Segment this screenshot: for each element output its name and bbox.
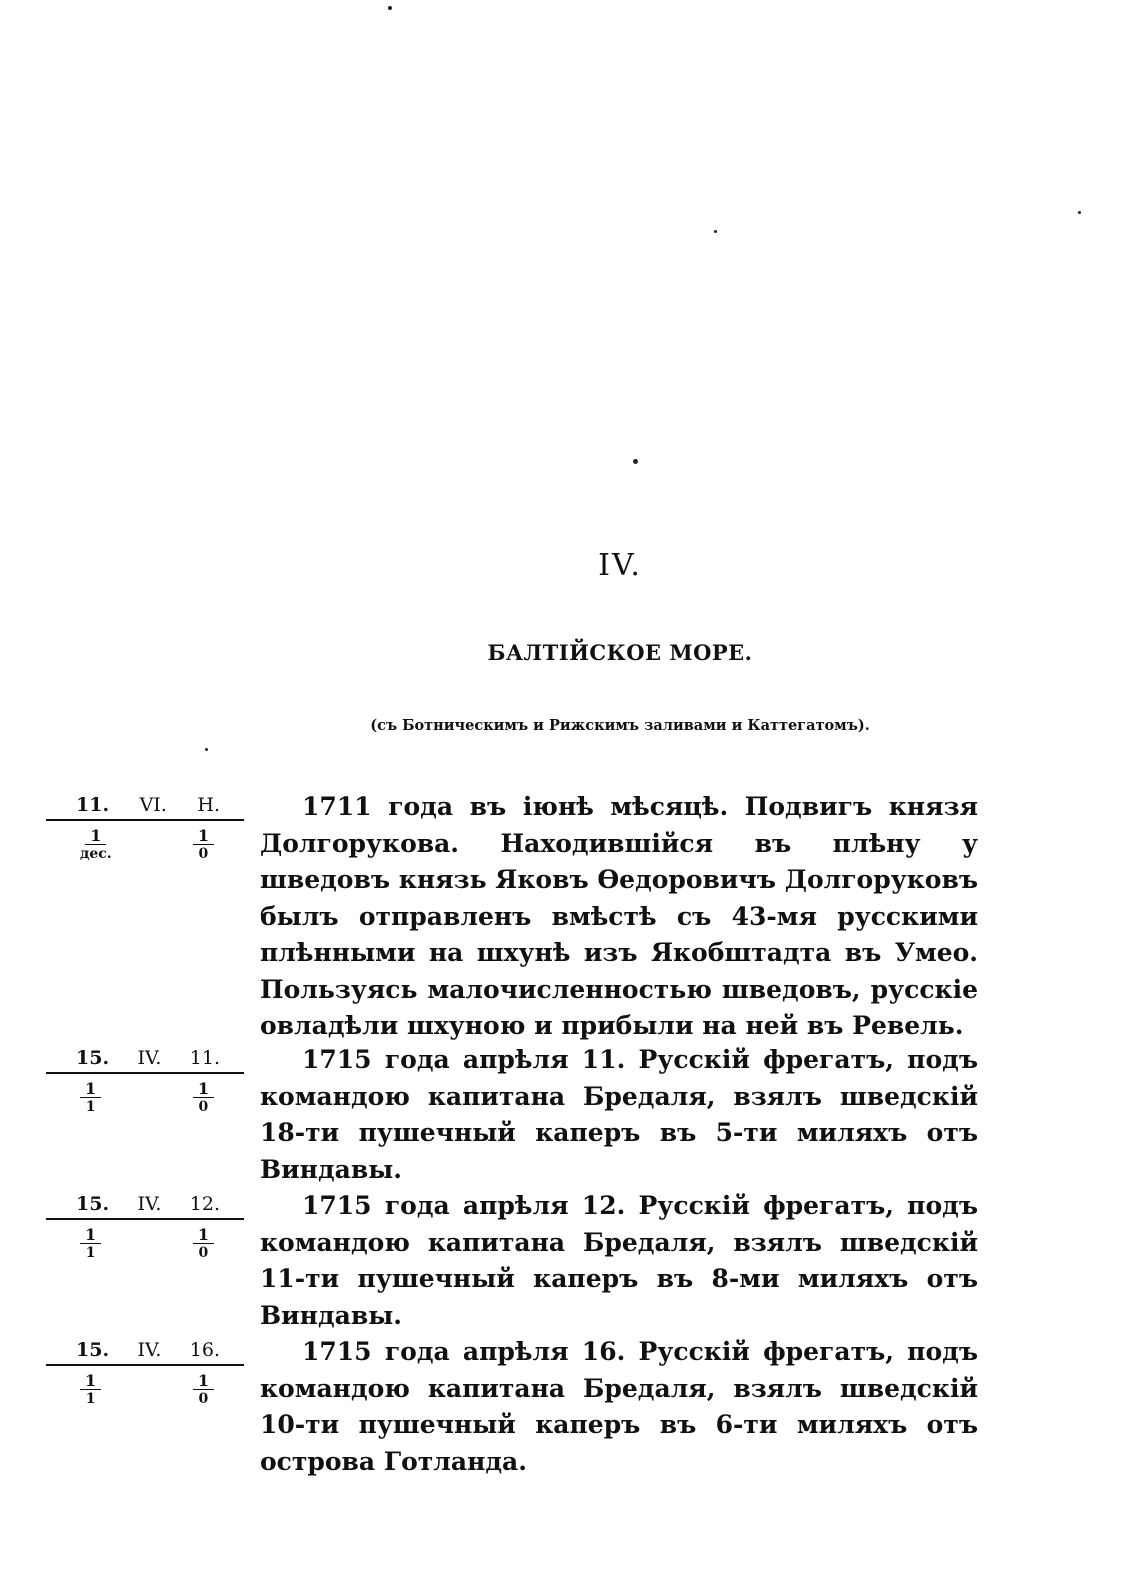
marginal-day: 15. [76, 1193, 110, 1215]
chapter-number: IV. [598, 548, 642, 583]
entry-text: 1715 года апрѣля 12. Русскій фрегатъ, подъ командою капитана Бредаля, взялъ шведскій 11-ти пушечный каперъ въ 8-ми миляхъ отъ Виндавы. [260, 1191, 978, 1330]
left-fraction: $\frac{1}{\text{дес.}}$ [80, 826, 112, 862]
marginal-month: IV. [137, 1339, 162, 1361]
entry-text: 1715 года апрѣля 16. Русскій фрегатъ, подъ командою капитана Бредаля, взялъ шведскій 10-ти пушечный каперъ въ 6-ти миляхъ отъ острова Готланда. [260, 1337, 978, 1476]
marginal-month: IV. [137, 1193, 162, 1215]
marginal-code: Н. [197, 794, 220, 816]
scan-speck [388, 6, 392, 10]
scan-speck [714, 230, 717, 233]
entry-marginalia [46, 1338, 244, 1408]
right-fraction: $\frac{1}{0}$ [193, 1080, 214, 1116]
left-fraction: $\frac{1}{1}$ [80, 1226, 101, 1262]
marginal-code: 11. [189, 1047, 220, 1069]
marginal-month: IV. [137, 1047, 162, 1069]
entry-text: 1711 года въ іюнѣ мѣсяцѣ. Подвигъ князя Долгорукова. Находившійся въ плѣну у шведовъ князь Яковъ Ѳедоровичъ Долгоруковъ былъ отправленъ вмѣстѣ съ 43-мя русскими плѣнными на шхунѣ изъ Якобштадта въ Умео. Пользуясь малочисленностью шведовъ, русскіе овладѣли шхуною и прибыли на ней въ Ревель. [260, 792, 978, 1040]
entry-marginalia [46, 793, 244, 863]
chapter-subtitle: (съ Ботническимъ и Рижскимъ заливами и Каттегатомъ). [370, 717, 870, 734]
scan-speck [633, 459, 638, 464]
marginal-code: 16. [189, 1339, 220, 1361]
right-fraction: $\frac{1}{0}$ [193, 1226, 214, 1262]
scan-speck [1078, 211, 1081, 214]
marginal-day: 11. [76, 794, 110, 816]
scan-speck [205, 748, 208, 751]
right-fraction: $\frac{1}{0}$ [193, 827, 214, 863]
entry-marginalia [46, 1192, 244, 1262]
chapter-title: БАЛТІЙСКОЕ МОРЕ. [487, 640, 753, 665]
entry-text: 1715 года апрѣля 11. Русскій фрегатъ, подъ командою капитана Бредаля, взялъ шведскій 18-ти пушечный каперъ въ 5-ти миляхъ отъ Виндавы. [260, 1045, 978, 1184]
marginal-code: 12. [189, 1193, 220, 1215]
left-fraction: $\frac{1}{1}$ [80, 1080, 101, 1116]
right-fraction: $\frac{1}{0}$ [193, 1372, 214, 1408]
marginal-rule [46, 1218, 244, 1220]
marginal-day: 15. [76, 1339, 110, 1361]
entry-marginalia [46, 1046, 244, 1116]
left-fraction: $\frac{1}{1}$ [80, 1372, 101, 1408]
marginal-day: 15. [76, 1047, 110, 1069]
marginal-rule [46, 1364, 244, 1366]
marginal-rule [46, 1072, 244, 1074]
marginal-rule [46, 819, 244, 821]
marginal-month: VI. [139, 794, 167, 816]
